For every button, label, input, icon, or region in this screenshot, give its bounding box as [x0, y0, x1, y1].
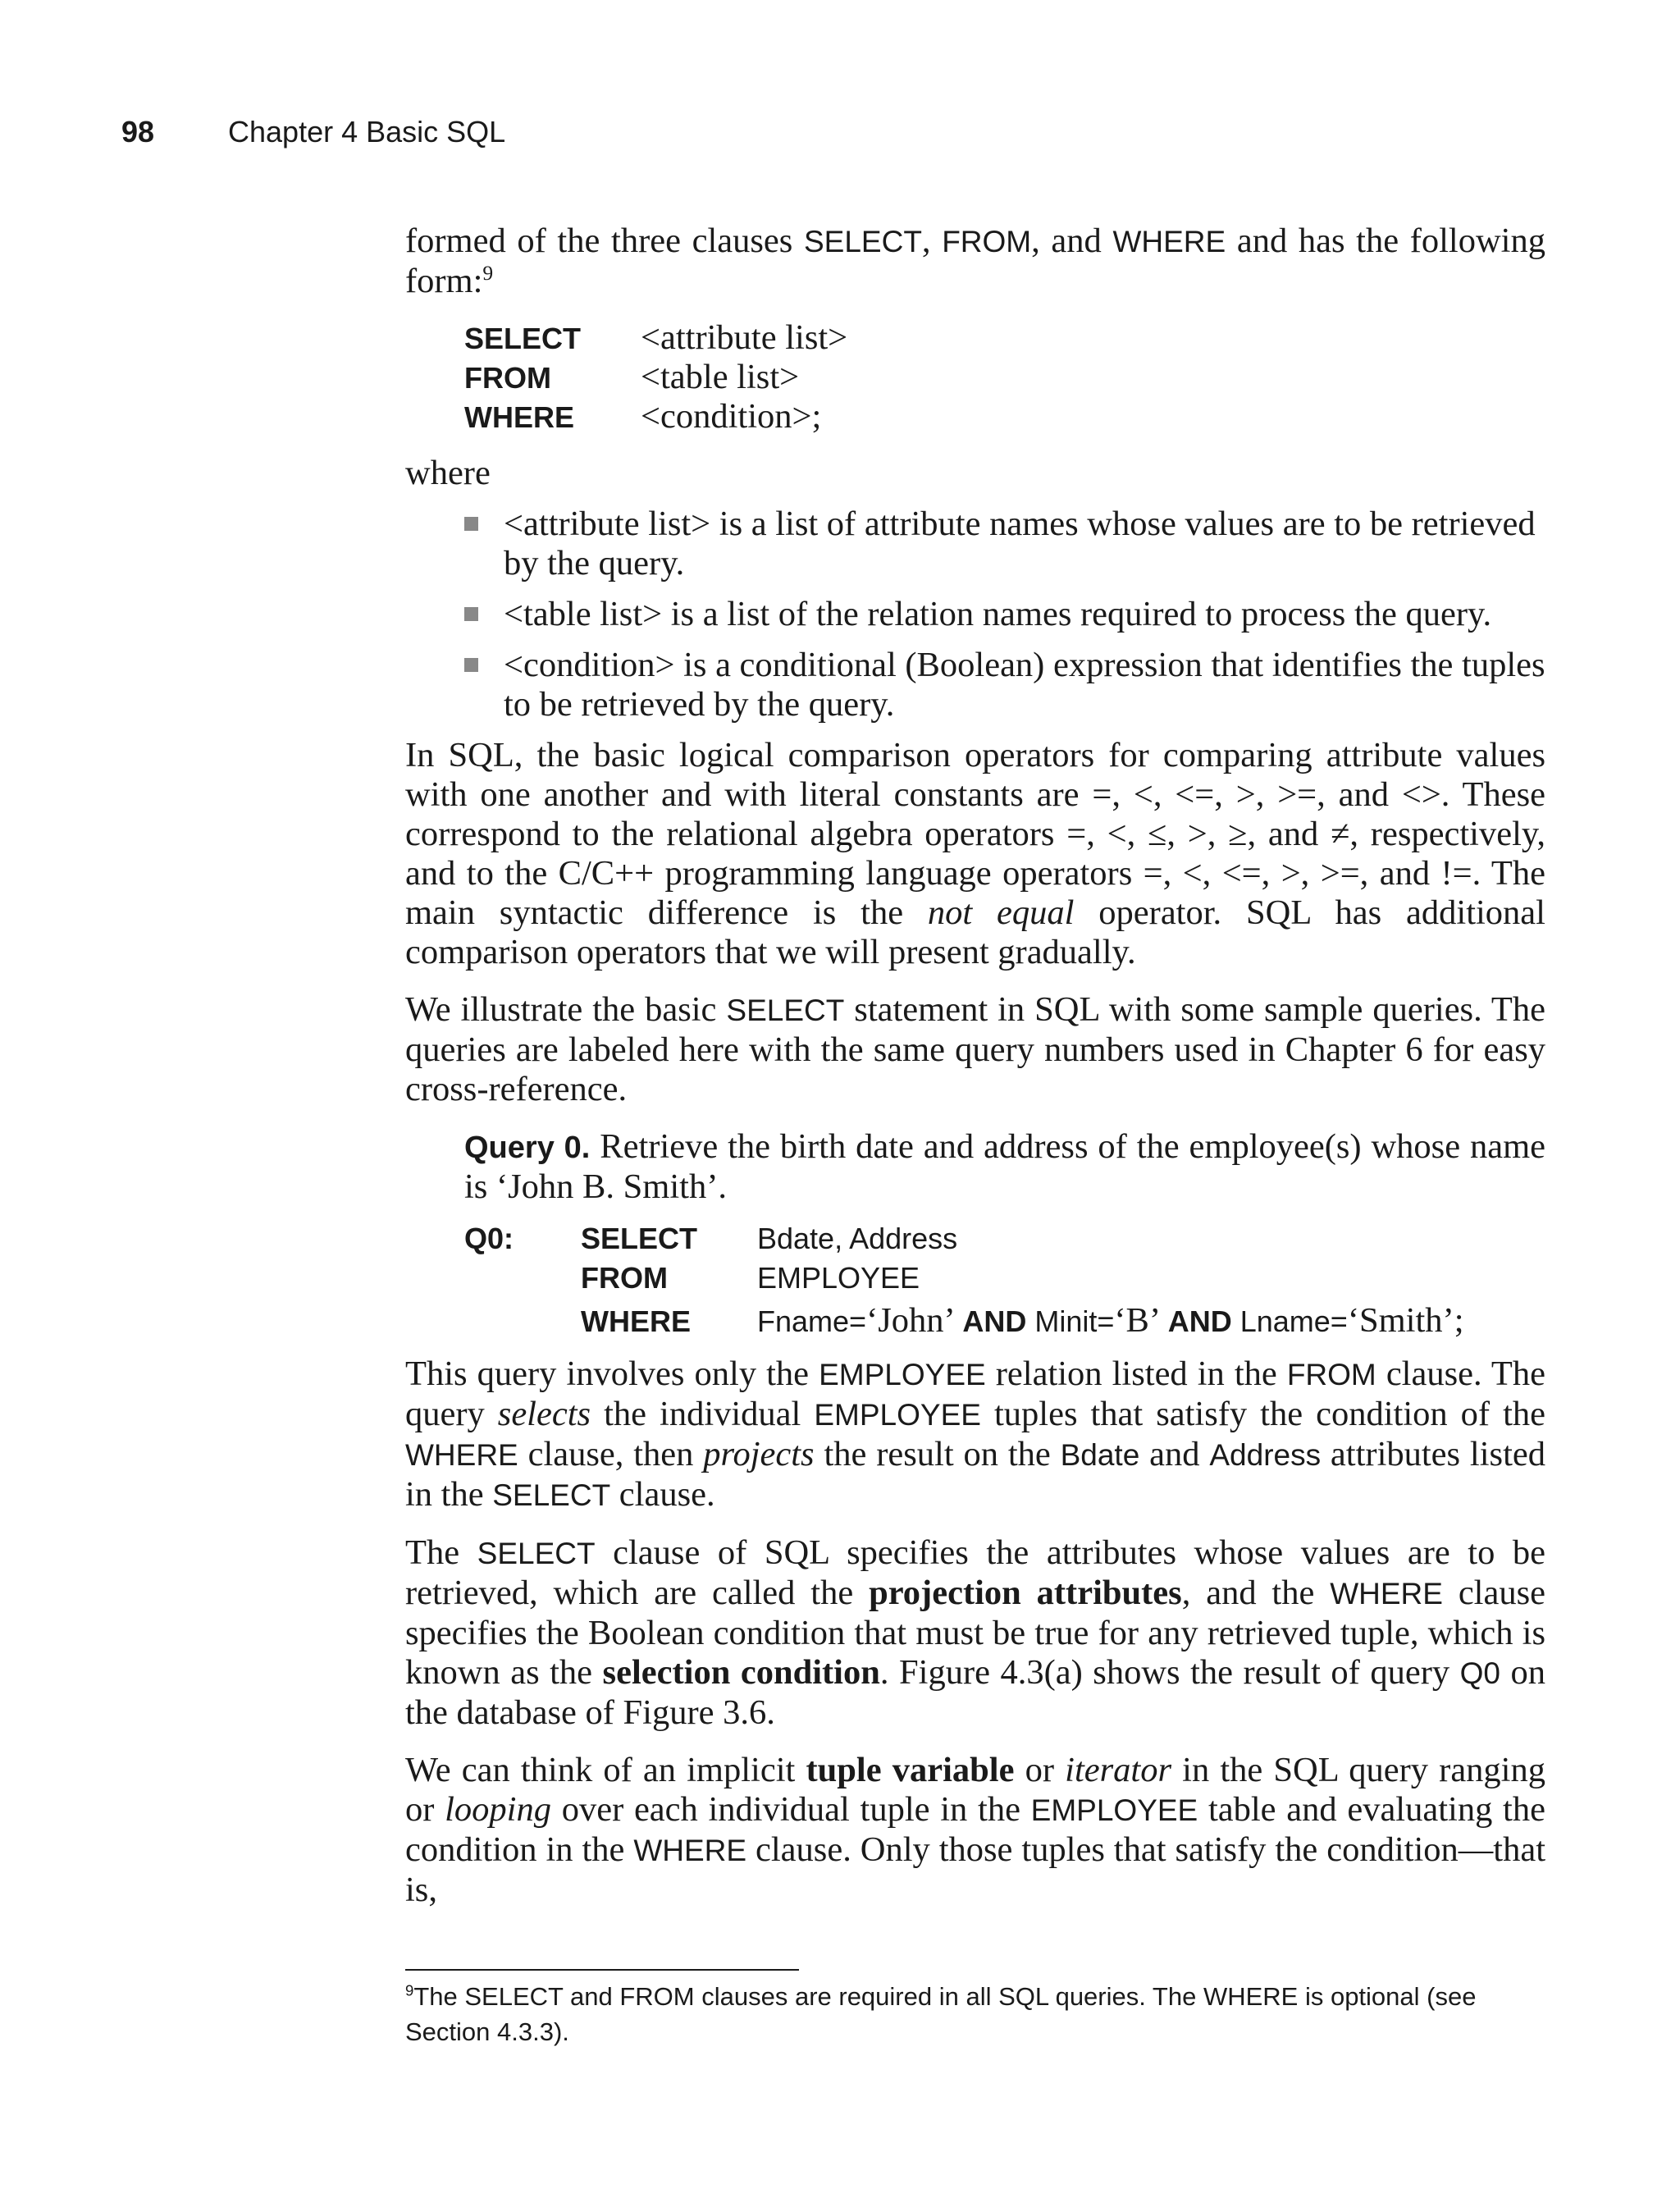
text: The — [405, 1533, 477, 1572]
bold-term: projection attributes — [869, 1574, 1182, 1612]
text: clause. Only those tuples that satisfy the condition—that is, — [405, 1830, 1545, 1909]
q0-sql-block — [464, 1222, 1545, 1340]
footnote — [405, 1979, 1545, 2049]
query-0-statement — [464, 1127, 1545, 1207]
syntax-value: <condition>; — [641, 397, 822, 436]
footnote-divider — [405, 1969, 799, 1971]
syntax-row — [464, 396, 1545, 436]
text: This query involves only the — [405, 1355, 819, 1393]
text: clause. The query — [405, 1355, 1545, 1433]
page-number: 98 — [121, 115, 155, 148]
operators-paragraph — [405, 736, 1545, 972]
text: attributes listed in the — [405, 1435, 1546, 1514]
text: . Figure 4.3(a) shows the result of query — [879, 1653, 1460, 1692]
text: We can think of an implicit — [405, 1751, 806, 1789]
q0-value: EMPLOYEE — [757, 1261, 920, 1295]
code: WHERE — [1330, 1577, 1443, 1610]
text: In SQL, the basic logical comparison operators for comparing attribute values with one another and with literal constants are =, <, <=, >, >=, and <>. These correspond to the relational algebra operators =, <, ≤, >, ≥, and ≠, respectively, and to the C/C++ programming language operators =, <, <=, >, >=, and !=. The main syntactic difference is the — [405, 736, 1545, 932]
text: Lname= — [1239, 1304, 1348, 1338]
syntax-row — [464, 357, 1545, 396]
footnote-number: 9 — [405, 1981, 414, 1999]
syntax-value: <attribute list> — [641, 318, 848, 357]
illustrate-paragraph — [405, 990, 1545, 1109]
and-keyword: AND — [1161, 1304, 1240, 1338]
code-select: SELECT — [803, 225, 922, 258]
code: WHERE — [405, 1438, 518, 1472]
q0-label: Q0: — [464, 1222, 514, 1255]
code-from: FROM — [942, 225, 1032, 258]
q0-keyword: WHERE — [581, 1304, 691, 1338]
emphasis: projects — [703, 1435, 815, 1473]
syntax-keyword: WHERE — [464, 400, 574, 434]
q0-value: Bdate, Address — [757, 1222, 958, 1255]
q0-condition — [757, 1300, 1464, 1341]
text: ‘B’ — [1114, 1301, 1162, 1340]
text: ‘Smith’; — [1347, 1301, 1464, 1340]
text: the result on the — [814, 1435, 1061, 1473]
code: EMPLOYEE — [814, 1398, 981, 1432]
text: , and the — [1181, 1574, 1331, 1612]
emphasis: not equal — [927, 893, 1075, 932]
page-body — [405, 222, 1545, 1910]
bullet-list — [464, 505, 1545, 724]
code: Q0 — [1459, 1656, 1500, 1690]
chapter-title: Chapter 4 Basic SQL — [228, 115, 506, 148]
tuple-variable-paragraph — [405, 1751, 1545, 1910]
code: SELECT — [477, 1537, 596, 1570]
query-text: Retrieve the birth date and address of the employee(s) whose name is ‘John B. Smith’. — [464, 1127, 1546, 1206]
text: Fname= — [757, 1304, 867, 1338]
text: or — [1014, 1751, 1066, 1789]
syntax-keyword: FROM — [464, 361, 551, 395]
where-label: where — [405, 454, 491, 492]
text: formed of the three clauses — [405, 222, 804, 260]
code: Address — [1209, 1438, 1322, 1472]
emphasis: iterator — [1065, 1751, 1172, 1789]
code: SELECT — [492, 1478, 611, 1512]
running-header — [121, 115, 505, 149]
text: ‘John’ — [866, 1301, 956, 1340]
bold-term: tuple variable — [806, 1751, 1015, 1789]
syntax-value: <table list> — [641, 358, 800, 396]
code: EMPLOYEE — [1030, 1793, 1198, 1827]
text: table and evaluating the condition in the — [405, 1790, 1545, 1869]
footnote-text: The SELECT and FROM clauses are required in all SQL queries. The WHERE is optional (see Section 4.3.3). — [405, 1982, 1477, 2046]
q0-row — [464, 1222, 1545, 1261]
and-keyword: AND — [955, 1304, 1035, 1338]
text: and has the following form: — [405, 222, 1545, 300]
syntax-keyword: SELECT — [464, 322, 582, 355]
text: on the database of Figure 3.6. — [405, 1653, 1545, 1732]
code: FROM — [1286, 1358, 1376, 1391]
text: over each individual tuple in the — [551, 1790, 1031, 1829]
query-label: Query 0. — [464, 1131, 591, 1165]
query-explanation-paragraph — [405, 1355, 1545, 1515]
list-item: <attribute list> is a list of attribute names whose values are to be retrieved by the query. — [464, 505, 1545, 583]
projection-paragraph — [405, 1533, 1545, 1733]
intro-paragraph — [405, 222, 1545, 301]
list-item: <condition> is a conditional (Boolean) expression that identifies the tuples to be retrieved by the query. — [464, 646, 1545, 724]
bold-term: selection condition — [602, 1653, 880, 1692]
emphasis: looping — [445, 1790, 551, 1829]
syntax-row — [464, 318, 1545, 357]
code: Bdate — [1060, 1438, 1140, 1472]
text: clause of SQL specifies the attributes whose values are to be retrieved, which are called the — [405, 1533, 1545, 1612]
code-where: WHERE — [1112, 225, 1226, 258]
text: , — [921, 222, 943, 260]
text: Minit= — [1034, 1304, 1115, 1338]
emphasis: selects — [497, 1395, 591, 1433]
text: relation listed in the — [985, 1355, 1287, 1393]
text: the individual — [591, 1395, 815, 1433]
q0-keyword: FROM — [581, 1261, 668, 1295]
list-item: <table list> is a list of the relation names required to process the query. — [464, 595, 1545, 634]
text: tuples that satisfy the condition of the — [980, 1395, 1545, 1433]
text: in the SQL query ranging or — [405, 1751, 1545, 1829]
text: statement in SQL with some sample queries. The queries are labeled here with the same query numbers used in Chapter 6 for easy cross-reference. — [405, 990, 1545, 1108]
q0-keyword: SELECT — [581, 1222, 698, 1255]
code-select: SELECT — [726, 994, 845, 1027]
q0-row — [464, 1261, 1545, 1300]
q0-row — [464, 1300, 1545, 1340]
text: We illustrate the basic — [405, 990, 727, 1029]
text: , and — [1031, 222, 1113, 260]
text: and — [1139, 1435, 1210, 1473]
text: clause. — [610, 1475, 715, 1514]
footnote-ref: 9 — [482, 260, 494, 285]
text: clause specifies the Boolean condition that must be true for any retrieved tuple, which is known as the — [405, 1574, 1546, 1692]
text: clause, then — [518, 1435, 704, 1473]
text: operator. SQL has additional comparison operators that we will present gradually. — [405, 893, 1545, 971]
code: WHERE — [633, 1834, 747, 1867]
sql-syntax-block — [464, 318, 1545, 436]
code: EMPLOYEE — [819, 1358, 986, 1391]
